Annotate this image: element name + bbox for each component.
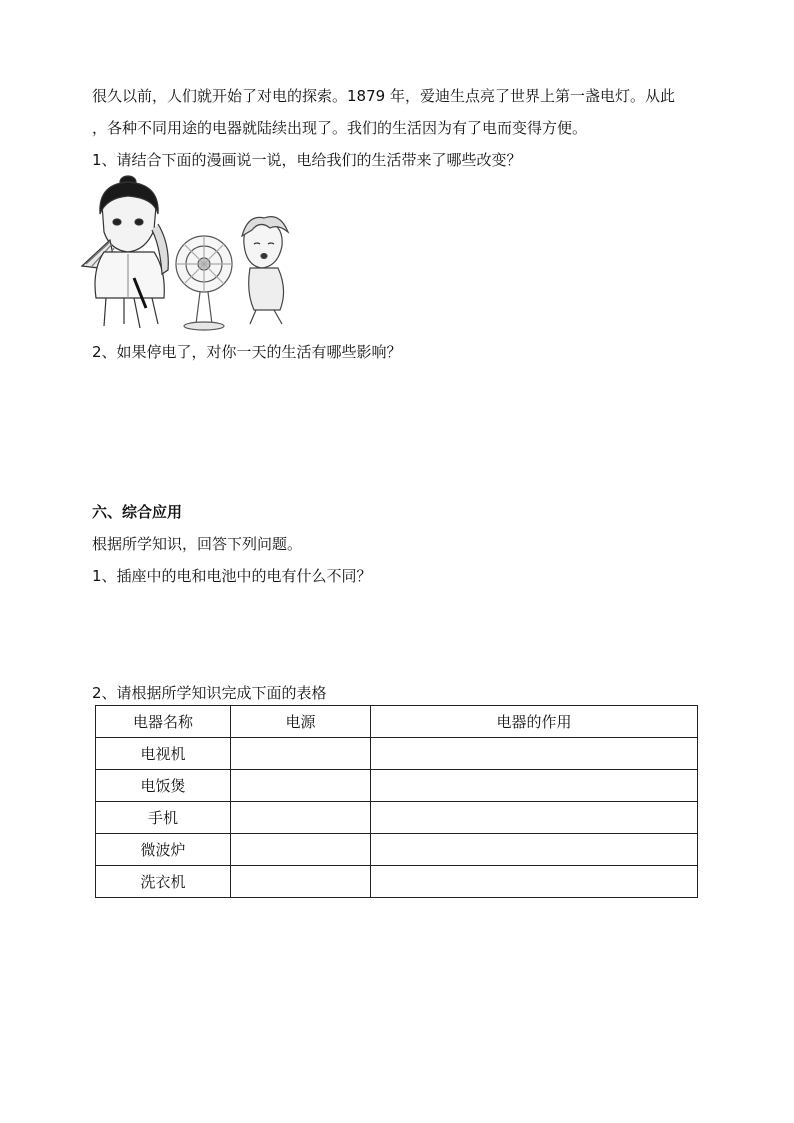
header-cell: 电器的作用 <box>371 706 698 738</box>
function-cell[interactable] <box>371 770 698 802</box>
section-title: 六、综合应用 <box>92 503 183 521</box>
appliance-name-cell: 电饭煲 <box>96 770 231 802</box>
question-1: 1、请结合下面的漫画说一说，电给我们的生活带来了哪些改变？ <box>92 151 522 169</box>
cartoon-illustration <box>74 174 310 334</box>
table-header-row <box>96 706 698 738</box>
power-source-cell[interactable] <box>231 770 371 802</box>
table-row <box>96 802 698 834</box>
power-source-cell[interactable] <box>231 834 371 866</box>
section-instruction: 根据所学知识，回答下列问题。 <box>92 535 303 553</box>
child-figure <box>242 217 288 324</box>
section-question-2: 2、请根据所学知识完成下面的表格 <box>92 684 327 702</box>
header-cell: 电器名称 <box>96 706 231 738</box>
electric-fan-figure <box>176 236 232 330</box>
appliance-name-cell: 电视机 <box>96 738 231 770</box>
question-2: 2、如果停电了，对你一天的生活有哪些影响？ <box>92 343 402 361</box>
appliance-table <box>95 705 698 898</box>
function-cell[interactable] <box>371 738 698 770</box>
power-source-cell[interactable] <box>231 802 371 834</box>
function-cell[interactable] <box>371 802 698 834</box>
power-source-cell[interactable] <box>231 738 371 770</box>
header-cell: 电源 <box>231 706 371 738</box>
power-source-cell[interactable] <box>231 866 371 898</box>
section-question-1: 1、插座中的电和电池中的电有什么不同？ <box>92 567 372 585</box>
table-row <box>96 738 698 770</box>
intro-line-1: 很久以前，人们就开始了对电的探索。1879 年，爱迪生点亮了世界上第一盏电灯。从此 <box>92 87 675 105</box>
man-with-fan-figure <box>82 176 168 328</box>
table-row <box>96 866 698 898</box>
appliance-name-cell: 手机 <box>96 802 231 834</box>
intro-line-2: ，各种不同用途的电器就陆续出现了。我们的生活因为有了电而变得方便。 <box>92 119 588 137</box>
function-cell[interactable] <box>371 866 698 898</box>
function-cell[interactable] <box>371 834 698 866</box>
appliance-name-cell: 微波炉 <box>96 834 231 866</box>
table-row <box>96 770 698 802</box>
appliance-name-cell: 洗衣机 <box>96 866 231 898</box>
table-row <box>96 834 698 866</box>
